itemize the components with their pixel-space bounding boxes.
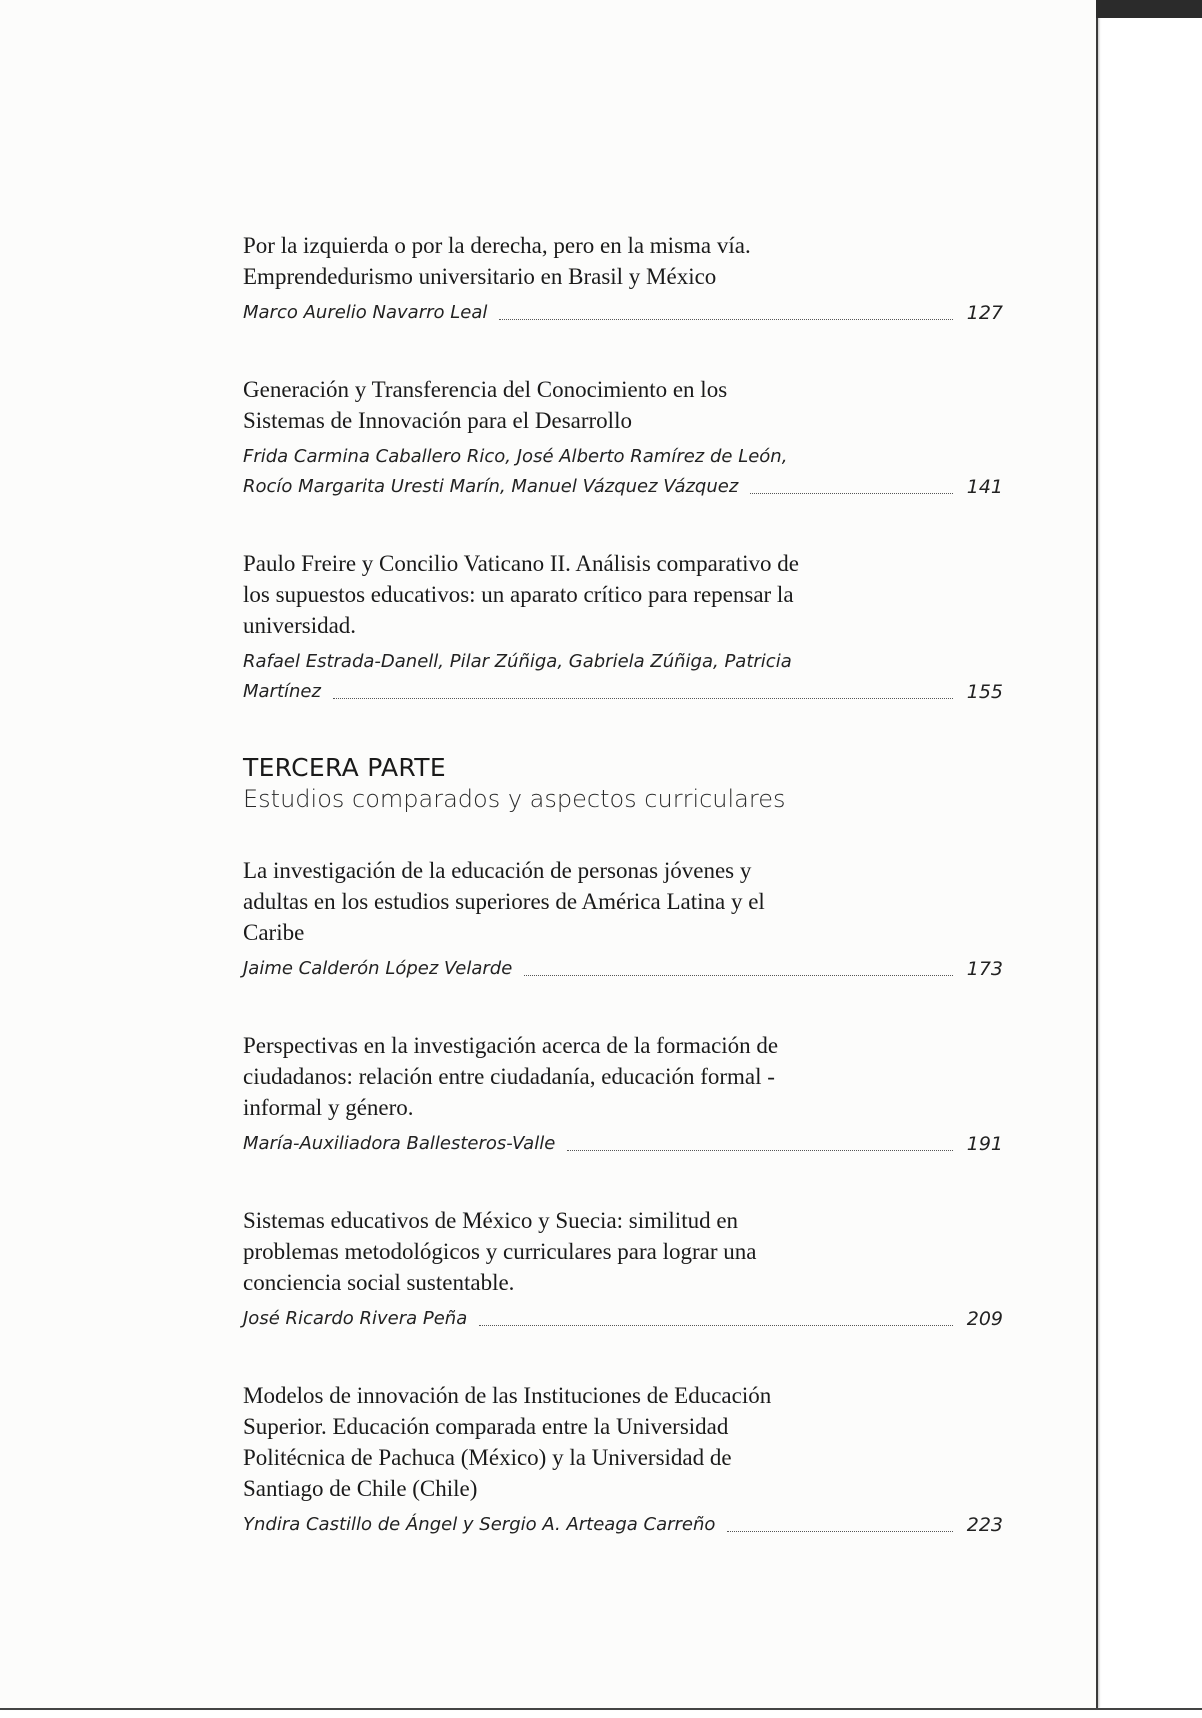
page-number: 173 [966, 958, 1003, 980]
author-line: Rafael Estrada-Danell, Pilar Zúñiga, Gabriela Zúñiga, Patricia [243, 651, 792, 672]
entry-title-line: ciudadanos: relación entre ciudadanía, educación formal - [243, 1064, 775, 1089]
author-line: María-Auxiliadora Ballesteros-Valle [243, 1133, 556, 1154]
entry-title-line: Superior. Educación comparada entre la Universidad [243, 1414, 729, 1439]
entry-authors [243, 954, 1003, 984]
author-line: Jaime Calderón López Velarde [243, 958, 513, 979]
entry-title [243, 1030, 873, 1123]
entry-title-line: Perspectivas en la investigación acerca de la formación de [243, 1033, 779, 1058]
entry-title-line: conciencia social sustentable. [243, 1270, 515, 1295]
author-page-row [243, 298, 1003, 328]
toc-entry [243, 1380, 1003, 1540]
entry-title-line: Sistemas de Innovación para el Desarrollo [243, 408, 632, 433]
author-line: Yndira Castillo de Ángel y Sergio A. Arteaga Carreño [243, 1514, 716, 1535]
section-subtitle: Estudios comparados y aspectos curriculares [243, 785, 786, 813]
author-page-row [243, 677, 1003, 707]
toc-entry [243, 230, 1003, 328]
entry-title-line: Emprendedurismo universitario en Brasil y México [243, 264, 717, 289]
author-line: Frida Carmina Caballero Rico, José Alberto Ramírez de León, [243, 446, 788, 467]
toc-entry [243, 548, 1003, 707]
page-number: 191 [966, 1133, 1003, 1155]
page-number: 223 [966, 1514, 1003, 1536]
toc-entry [243, 374, 1003, 502]
author-line: Rocío Margarita Uresti Marín, Manuel Vázquez Vázquez [243, 476, 739, 497]
entry-title-line: problemas metodológicos y curriculares para lograr una [243, 1239, 757, 1264]
author-page-row [243, 1304, 1003, 1334]
entry-authors [243, 1129, 1003, 1159]
author-line: Marco Aurelio Navarro Leal [243, 302, 488, 323]
scan-bottom-edge [0, 1708, 1202, 1710]
toc-entry [243, 1030, 1003, 1159]
entry-authors [243, 1304, 1003, 1334]
entry-title-line: Paulo Freire y Concilio Vaticano II. Análisis comparativo de [243, 551, 799, 576]
author-page-row [243, 1129, 1003, 1159]
scan-edge [1096, 0, 1202, 18]
table-of-contents [243, 230, 1003, 1586]
entry-title-line: Sistemas educativos de México y Suecia: similitud en [243, 1208, 739, 1233]
dot-leader [333, 697, 953, 699]
page-number: 141 [966, 476, 1003, 498]
dot-leader [499, 318, 953, 320]
author-page-row [243, 472, 1003, 502]
section-title: TERCERA PARTE [243, 753, 446, 782]
entry-title-line: Politécnica de Pachuca (México) y la Universidad de [243, 1445, 732, 1470]
entry-title-line: Generación y Transferencia del Conocimiento en los [243, 377, 728, 402]
toc-entry [243, 855, 1003, 984]
dot-leader [727, 1530, 953, 1532]
entry-title-line: informal y género. [243, 1095, 414, 1120]
entry-title-line: Caribe [243, 920, 305, 945]
entry-title [243, 548, 873, 641]
dot-leader [750, 492, 953, 494]
entry-title-line: Modelos de innovación de las Instituciones de Educación [243, 1383, 772, 1408]
page-number: 155 [966, 681, 1003, 703]
entry-authors [243, 298, 1003, 328]
entry-title-line: los supuestos educativos: un aparato crítico para repensar la [243, 582, 794, 607]
entry-title [243, 1205, 873, 1298]
entry-title [243, 374, 873, 436]
entry-authors [243, 442, 1003, 502]
dot-leader [524, 974, 953, 976]
dot-leader [479, 1324, 953, 1326]
entry-title [243, 1380, 873, 1504]
entry-title-line: La investigación de la educación de personas jóvenes y [243, 858, 752, 883]
author-page-row [243, 1510, 1003, 1540]
dot-leader [567, 1149, 953, 1151]
entry-title [243, 230, 873, 292]
entries-group-after [243, 855, 1003, 1540]
entry-title-line: universidad. [243, 613, 357, 638]
author-page-row [243, 954, 1003, 984]
toc-entry [243, 1205, 1003, 1334]
entry-authors [243, 647, 1003, 707]
section-heading [243, 753, 1003, 815]
author-line: Martínez [243, 681, 321, 702]
entry-title-line: Por la izquierda o por la derecha, pero en la misma vía. [243, 233, 751, 258]
entry-title [243, 855, 873, 948]
entry-title-line: adultas en los estudios superiores de América Latina y el [243, 889, 765, 914]
entry-title-line: Santiago de Chile (Chile) [243, 1476, 478, 1501]
author-line: José Ricardo Rivera Peña [243, 1308, 468, 1329]
page-number: 209 [966, 1308, 1003, 1330]
entry-authors [243, 1510, 1003, 1540]
entries-group-before [243, 230, 1003, 707]
page-number: 127 [966, 302, 1003, 324]
